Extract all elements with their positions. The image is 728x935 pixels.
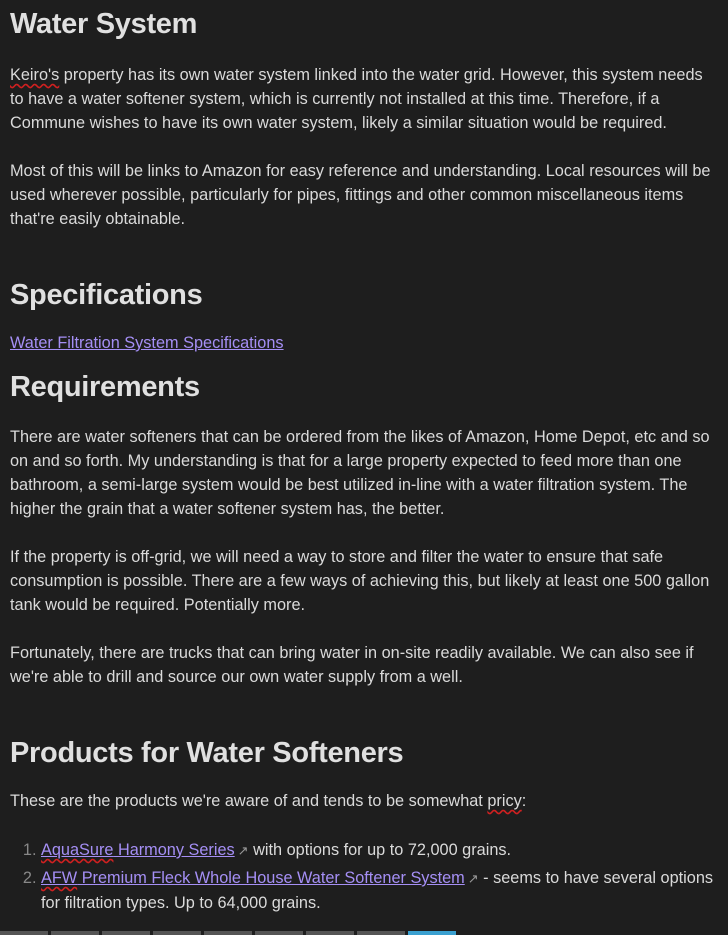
specifications-link[interactable]: Water Filtration System Specifications [10,334,284,352]
requirements-paragraph: If the property is off-grid, we will need a way to store and filter the water to ensure that safe consumption is possible. There are a few ways of achieving this, but likely at least one 500 gallon tank would be required. Potentially more. [10,548,710,614]
tab-segment[interactable] [357,931,405,935]
tab-segment[interactable] [255,931,303,935]
tab-segment[interactable] [51,931,99,935]
tab-segment[interactable] [306,931,354,935]
tab-segment-active[interactable] [408,931,456,935]
list-item: 2. AFW Premium Fleck Whole House Water Softener System ↗ - seems to have several options for filtration types. Up to 64,000 grains. [41,866,715,915]
tab-segment[interactable] [153,931,201,935]
requirements-paragraph: Fortunately, there are trucks that can bring water in on-site readily available. We can also see if we're able to drill and source our own water supply from a well. [10,644,694,686]
intro-paragraph: Keiro's property has its own water system linked into the water grid. However, this system needs to have a water softener system, which is currently not installed at this time. Therefore, if a Commune wishes to have its own water system, likely a similar situation would be required. [10,66,703,132]
misspelled-word[interactable]: Keiro's [10,66,60,84]
document [10,0,715,918]
tab-segment[interactable] [0,931,48,935]
tab-segment[interactable] [204,931,252,935]
list-item: 1. AquaSure Harmony Series ↗ with options for up to 72,000 grains. [41,838,715,863]
misspelled-word[interactable]: pricy [487,792,522,810]
requirements-paragraph: There are water softeners that can be ordered from the likes of Amazon, Home Depot, etc and so on and so forth. My understanding is that for a large property expected to feed more than one bathroom, a semi-large system would be best utilized in-line with a water filtration system. The higher the grain that a water softener system has, the better. [10,428,710,518]
bottom-tab-strip [0,931,728,935]
tab-segment[interactable] [102,931,150,935]
external-link-icon: ↗ [237,843,249,858]
page-title: Water System [10,8,198,40]
heading-specifications: Specifications [10,279,203,311]
products-intro: These are the products we're aware of and tends to be somewhat pricy: [10,792,527,810]
heading-products: Products for Water Softeners [10,737,404,769]
external-link-icon: ↗ [467,871,479,886]
product-list [10,838,715,915]
product-link-aquasure[interactable]: AquaSure Harmony Series [41,841,235,859]
product-link-afw[interactable]: AFW Premium Fleck Whole House Water Softener System [41,869,465,887]
heading-requirements: Requirements [10,371,200,403]
intro-paragraph: Most of this will be links to Amazon for easy reference and understanding. Local resources will be used wherever possible, particularly for pipes, fittings and other common miscellaneous items that're easily obtainable. [10,162,711,228]
